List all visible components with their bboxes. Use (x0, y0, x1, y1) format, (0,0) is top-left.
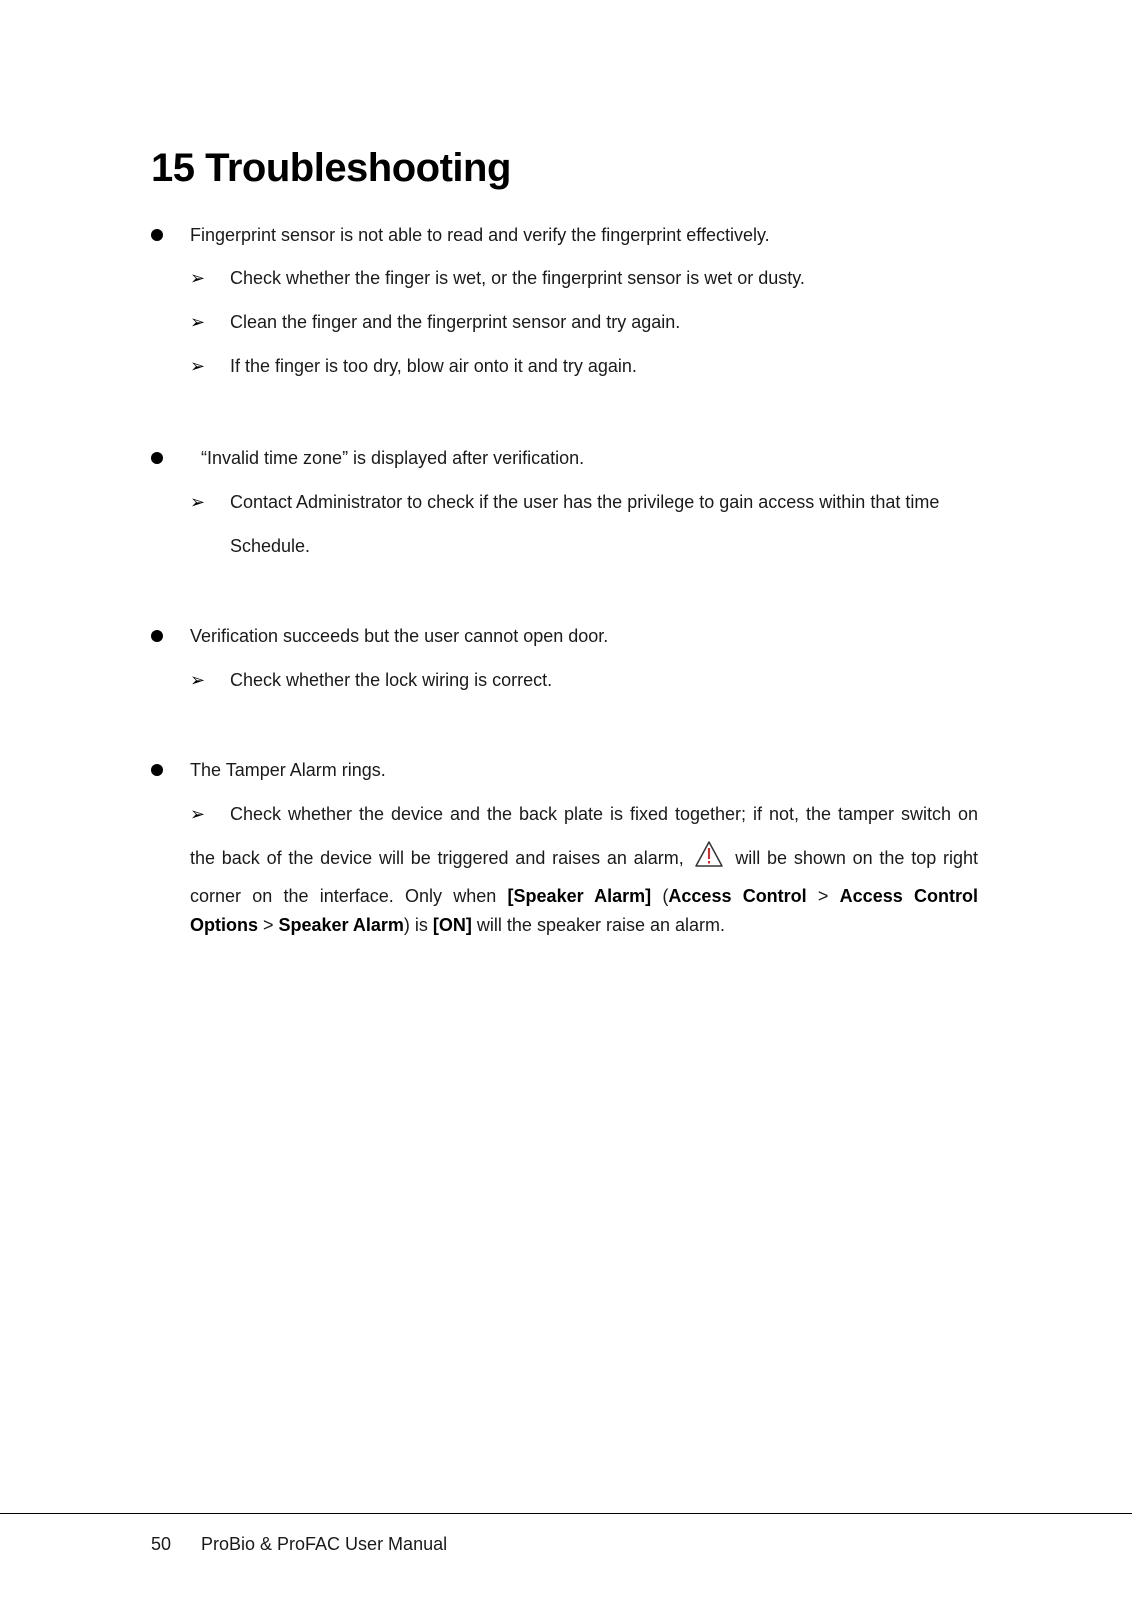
bullet-icon (151, 630, 163, 642)
paragraph-line (190, 914, 978, 936)
list-item: Check whether the finger is wet, or the fingerprint sensor is wet or dusty. (230, 268, 805, 288)
paragraph-text: will the speaker raise an alarm. (471, 915, 726, 935)
manual-title: ProBio & ProFAC User Manual (201, 1534, 448, 1554)
paragraph-line: Check whether the device and the back plate is fixed together; if not, the tamper switch on (230, 804, 978, 824)
arrow-bullet-icon: ➢ (190, 492, 206, 512)
menu-path-bold: Speaker Alarm (278, 915, 404, 935)
footer-divider (0, 1513, 1132, 1514)
paragraph-text: > (258, 915, 279, 935)
paragraph-line (190, 840, 978, 875)
bullet-icon (151, 764, 163, 776)
menu-path-bold: [Speaker Alarm] (507, 886, 652, 906)
paragraph-line (190, 885, 978, 907)
arrow-bullet-icon: ➢ (190, 804, 206, 824)
list-item: Clean the finger and the fingerprint sensor and try again. (230, 312, 681, 332)
page-title: 15 Troubleshooting (151, 146, 511, 190)
paragraph-text: will be shown on the top right (735, 848, 979, 868)
list-item: If the finger is too dry, blow air onto it and try again. (230, 356, 637, 376)
section-heading: Verification succeeds but the user cannot open door. (190, 626, 609, 646)
bullet-icon (151, 452, 163, 464)
arrow-bullet-icon: ➢ (190, 312, 206, 332)
paragraph-text: ( (662, 886, 669, 906)
page-number: 50 (151, 1534, 172, 1554)
paragraph-text: > (817, 886, 829, 906)
bullet-icon (151, 229, 163, 241)
menu-path-bold: Access Control (668, 886, 807, 906)
menu-path-bold: [ON] (432, 915, 472, 935)
section-heading: Fingerprint sensor is not able to read and verify the fingerprint effectively. (190, 225, 770, 245)
warning-triangle-icon (694, 840, 724, 875)
arrow-bullet-icon: ➢ (190, 356, 206, 376)
arrow-bullet-icon: ➢ (190, 268, 206, 288)
list-item: Check whether the lock wiring is correct. (230, 670, 553, 690)
paragraph-text: ) is (403, 915, 433, 935)
menu-path-bold: Access Control (839, 886, 978, 906)
list-item-continuation: Schedule. (230, 536, 311, 556)
arrow-bullet-icon: ➢ (190, 670, 206, 690)
paragraph-text: corner on the interface. Only when (190, 886, 497, 906)
list-item: Contact Administrator to check if the user has the privilege to gain access within that time (230, 492, 940, 512)
menu-path-bold: Options (190, 915, 258, 935)
section-heading: “Invalid time zone” is displayed after verification. (201, 448, 585, 468)
section-heading: The Tamper Alarm rings. (190, 760, 386, 780)
paragraph-text: the back of the device will be triggered and raises an alarm, (190, 848, 684, 868)
